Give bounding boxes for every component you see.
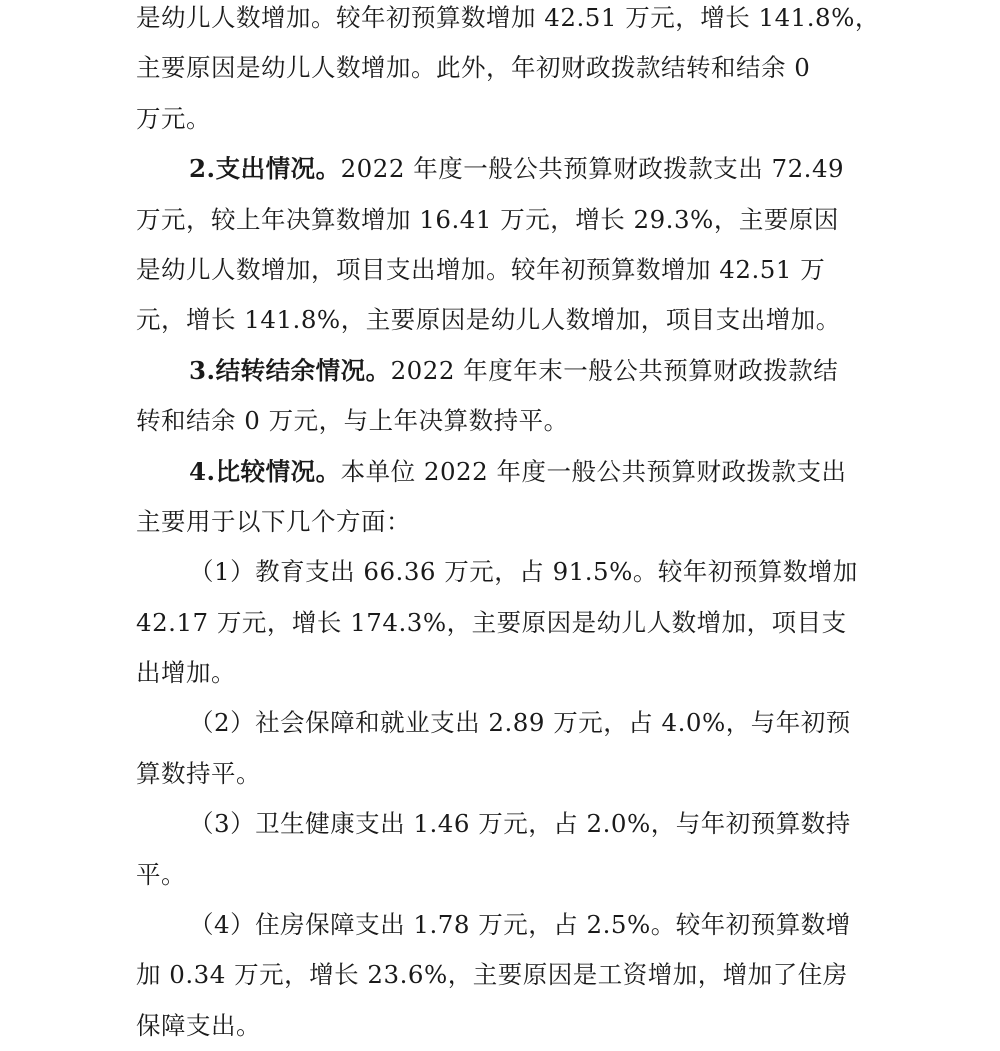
section-3-first-line <box>136 346 896 396</box>
text-span: 2022 年度一般公共预算财政拨款支出 72.49 <box>340 154 845 184</box>
text-line: 元，增长 141.8%，主要原因是幼儿人数增加，项目支出增加。 <box>136 305 841 335</box>
text-span: 2022 年度年末一般公共预算财政拨款结 <box>390 355 839 385</box>
list-item-4: （4）住房保障支出 1.78 万元，占 2.5%。较年初预算数增 <box>189 910 851 940</box>
section-4-heading: 4.比较情况。 <box>189 456 341 486</box>
section-3-heading: 3.结转结余情况。 <box>189 355 391 385</box>
text-line: 主要原因是幼儿人数增加。此外，年初财政拨款结转和结余 0 <box>136 53 811 83</box>
section-2-first-line <box>136 144 896 194</box>
list-item-2: （2）社会保障和就业支出 2.89 万元，占 4.0%，与年初预 <box>189 708 851 738</box>
text-line: 出增加。 <box>136 658 236 688</box>
text-line: 转和结余 0 万元，与上年决算数持平。 <box>136 406 569 436</box>
text-line: 是幼儿人数增加，项目支出增加。较年初预算数增加 42.51 万 <box>136 254 826 284</box>
section-2-heading: 2.支出情况。 <box>189 154 341 184</box>
text-line: 万元，较上年决算数增加 16.41 万元，增长 29.3%，主要原因 <box>136 204 839 234</box>
document-page <box>136 0 896 1051</box>
text-line: 保障支出。 <box>136 1010 261 1040</box>
text-line: 平。 <box>136 859 186 889</box>
section-4-first-line <box>136 447 896 497</box>
list-item-1: （1）教育支出 66.36 万元，占 91.5%。较年初预算数增加 <box>189 557 858 587</box>
text-line: 主要用于以下几个方面： <box>136 506 411 536</box>
text-line: 算数持平。 <box>136 758 261 788</box>
list-item-3: （3）卫生健康支出 1.46 万元，占 2.0%，与年初预算数持 <box>189 809 851 839</box>
text-line: 万元。 <box>136 103 211 133</box>
text-line: 加 0.34 万元，增长 23.6%，主要原因是工资增加，增加了住房 <box>136 960 848 990</box>
text-span: 本单位 2022 年度一般公共预算财政拨款支出 <box>340 456 847 486</box>
text-line: 42.17 万元，增长 174.3%，主要原因是幼儿人数增加，项目支 <box>136 607 847 637</box>
text-line: 是幼儿人数增加。较年初预算数增加 42.51 万元，增长 141.8%， <box>136 3 880 32</box>
